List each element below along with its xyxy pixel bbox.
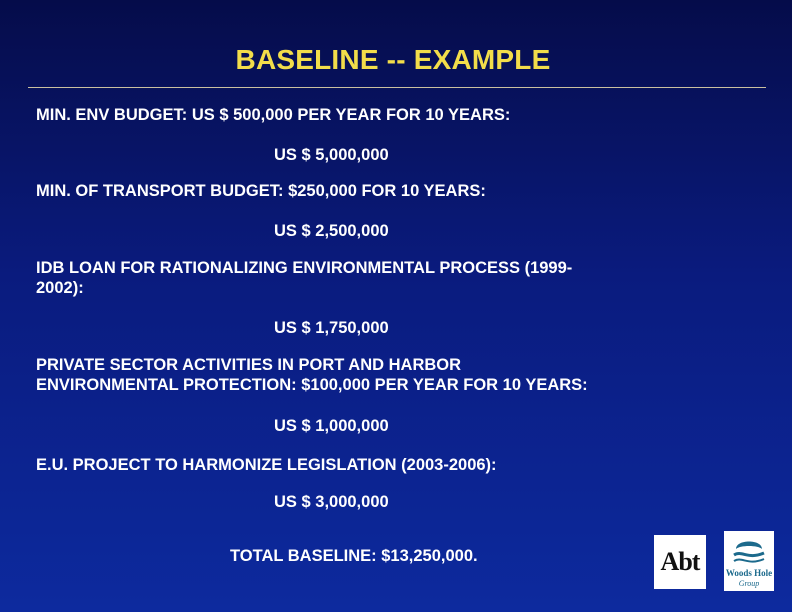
- item-4-amount: US $ 1,000,000: [274, 417, 389, 435]
- item-3-description-line-1: IDB LOAN FOR RATIONALIZING ENVIRONMENTAL PROCESS (1999-: [36, 259, 573, 277]
- abt-logo-text: Abt: [660, 547, 700, 576]
- whg-logo-text-1: Woods Hole: [725, 568, 773, 578]
- slide-title: BASELINE -- EXAMPLE: [235, 44, 551, 75]
- abt-logo: [654, 535, 706, 589]
- item-2-description: MIN. OF TRANSPORT BUDGET: $250,000 FOR 10 YEARS:: [36, 182, 486, 200]
- item-1-amount: US $ 5,000,000: [274, 146, 389, 164]
- item-2-amount: US $ 2,500,000: [274, 222, 389, 240]
- title-divider: [28, 87, 766, 88]
- woods-hole-group-logo: [724, 531, 774, 591]
- item-4-description-line-2: ENVIRONMENTAL PROTECTION: $100,000 PER YEAR FOR 10 YEARS:: [36, 376, 588, 394]
- item-3-amount: US $ 1,750,000: [274, 319, 389, 337]
- item-1-description: MIN. ENV BUDGET: US $ 500,000 PER YEAR FOR 10 YEARS:: [36, 106, 511, 124]
- woods-hole-group-icon: [724, 531, 774, 591]
- item-3-description-line-2: 2002):: [36, 279, 84, 297]
- item-4-description-line-1: PRIVATE SECTOR ACTIVITIES IN PORT AND HARBOR: [36, 356, 462, 374]
- item-5-description: E.U. PROJECT TO HARMONIZE LEGISLATION (2003-2006):: [36, 456, 497, 474]
- item-5-amount: US $ 3,000,000: [274, 493, 389, 511]
- whg-logo-text-2: Group: [738, 579, 760, 588]
- total-baseline: TOTAL BASELINE: $13,250,000.: [230, 547, 478, 565]
